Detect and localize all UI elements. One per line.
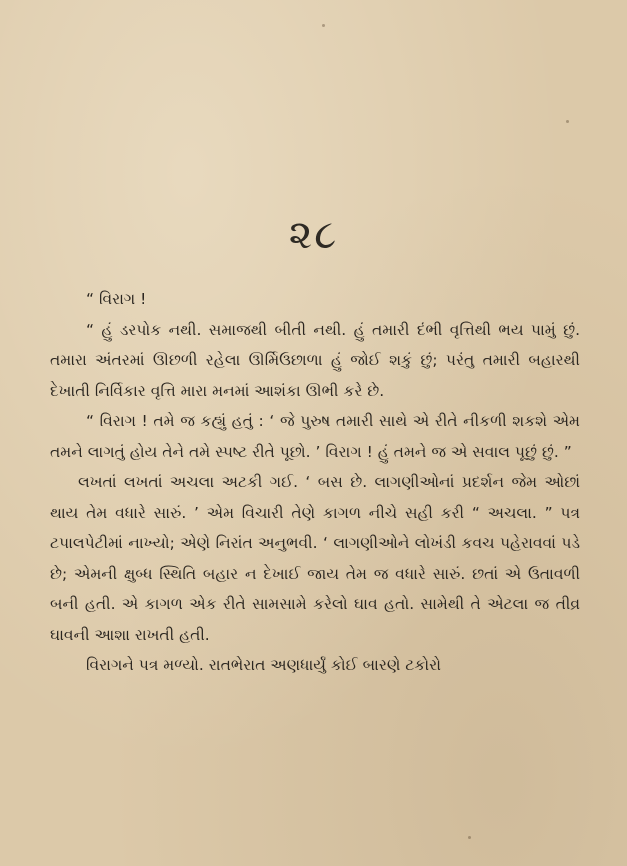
chapter-number: ૨૮ <box>288 212 339 258</box>
paper-speck <box>566 120 569 123</box>
paragraph: “ વિરાગ ! <box>86 290 147 308</box>
paragraph: વિરાગને પત્ર મળ્યો. રાતભેરાત અણધાર્યું કોઈ બારણે ટકોરો <box>86 656 441 674</box>
paragraph: “ વિરાગ ! તમે જ કહ્યું હતું : ‘ જે પુરુષ તમારી સાથે એ રીતે નીકળી શકશે એમ તમને લાગતું હોય તેને તમે સ્પષ્ટ રીતે પૂછો. ’ વિરાગ ! હું તમને જ એ સવાલ પૂછું છું. ” <box>50 412 585 461</box>
paper-speck <box>468 836 471 839</box>
paragraph: “ હું ડરપોક નથી. સમાજથી બીતી નથી. હું તમારી દંભી વૃત્તિથી ભય પામું છું. તમારા અંતરમાં ઊછળી રહેલા ઊર્મિઉછાળા હું જોઈ શકું છું; પરંતુ તમારી બહારથી દેખાતી નિર્વિકાર વૃત્તિ મારા મનમાં આશંકા ઊભી કરે છે. <box>50 320 585 400</box>
paragraph: લખતાં લખતાં અચલા અટકી ગઈ. ‘ બસ છે. લાગણીઓનાં પ્રદર્શન જેમ ઓછાં થાય તેમ વધારે સારું. ’ એમ વિચારી તેણે કાગળ નીચે સહી કરી “ અચલા. ” પત્ર ટપાલપેટીમાં નાખ્યો; એણે નિરાંત અનુભવી. ‘ લાગણીઓને લોખંડી કવચ પહેરાવવાં પડે છે; એમની ક્ષુબ્ધ સ્થિતિ બહાર ન દેખાઈ જાય તેમ જ વધારે સારું. છતાં એ ઉતાવળી બની હતી. એ કાગળ એક રીતે સામસામે કરેલો ઘાવ હતો. સામેથી તે એટલા જ તીવ્ર ઘાવની આશા રાખતી હતી. <box>50 473 585 644</box>
body-text <box>50 284 585 681</box>
paper-speck <box>322 24 325 27</box>
